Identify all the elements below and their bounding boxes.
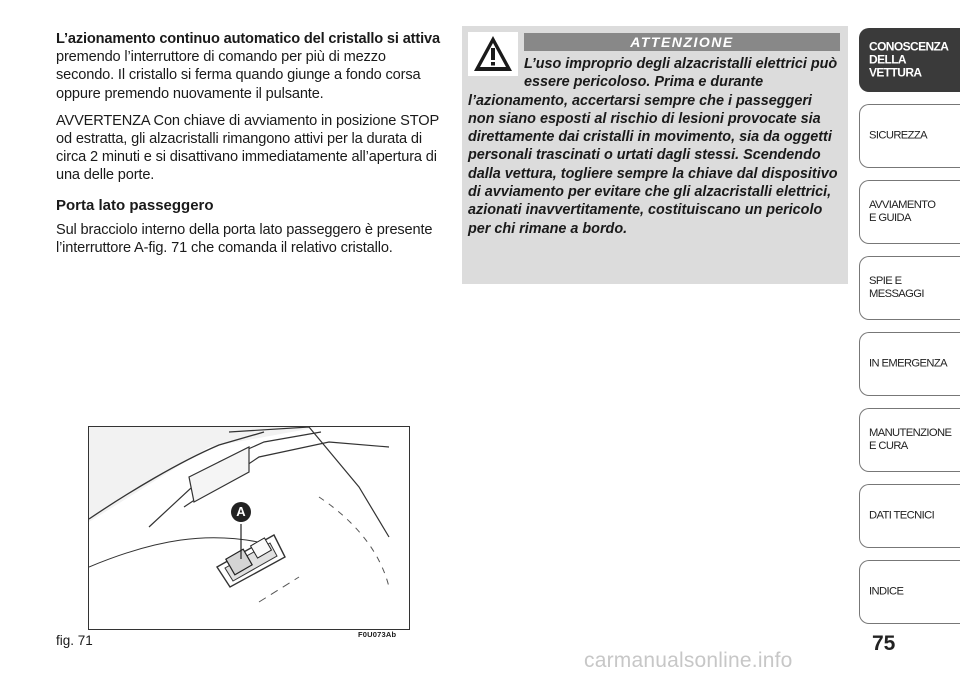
tab-label: IN EMERGENZA <box>869 357 947 370</box>
tab-label: MANUTENZIONE E CURA <box>869 427 952 452</box>
tab-label: SPIE E MESSAGGI <box>869 275 924 300</box>
page-number: 75 <box>872 632 896 655</box>
tab-in-emergenza[interactable] <box>859 332 960 396</box>
tab-spie-e-messaggi[interactable] <box>859 256 960 320</box>
paragraph-warning-note: AVVERTENZA Con chiave di avviamento in posizione STOP od estratta, gli alzacristalli rimangono attivi per la durata di circa 2 minuti e si disattivano immediatamente all’apertura di una delle porte. <box>56 112 439 184</box>
paragraph-rest: premendo l’interruttore di comando per più di mezzo secondo. Il cristallo si ferma quando giunge a fondo corsa oppure premendo nuovamente il pulsante. <box>56 49 421 102</box>
tab-indice[interactable] <box>859 560 960 624</box>
tab-avviamento-e-guida[interactable] <box>859 180 960 244</box>
door-armrest-illustration <box>89 427 409 629</box>
watermark: carmanualsonline.info <box>584 649 793 672</box>
chapter-tabs <box>859 28 960 636</box>
marker-a: A <box>236 504 246 519</box>
section-heading: Porta lato passeggero <box>56 196 214 214</box>
tab-label: AVVIAMENTO E GUIDA <box>869 199 936 224</box>
warning-box <box>462 26 848 284</box>
main-text-column <box>56 30 440 266</box>
paragraph-auto-window <box>56 30 440 103</box>
warning-text-block <box>468 55 842 238</box>
paragraph-passenger-door: Sul bracciolo interno della porta lato passeggero è presente l’interruttore A-fig. 71 che comanda il relativo cristallo. <box>56 221 433 256</box>
tab-label: INDICE <box>869 585 904 598</box>
tab-manutenzione-e-cura[interactable] <box>859 408 960 472</box>
figure-code: F0U073Ab <box>358 630 397 639</box>
tab-label: SICUREZZA <box>869 129 927 142</box>
tab-label: DATI TECNICI <box>869 509 935 522</box>
paragraph-bold-lead: L’azionamento continuo automatico del cristallo si attiva <box>56 31 440 47</box>
tab-conoscenza-della-vettura[interactable] <box>859 28 960 92</box>
tab-label: CONOSCENZA DELLA VETTURA <box>869 39 949 80</box>
warning-text: L’uso improprio degli alzacristalli elettrici può essere pericoloso. Prima e durante l’azionamento, accertarsi sempre che i passeggeri non siano esposti al rischio di lesioni provocate sia direttamente dai cristalli in movimento, sia da oggetti personali trascinati o urtati dagli stessi. Scendendo dalla vettura, togliere sempre la chiave dal dispositivo di avviamento per evitare che gli alzacristalli elettrici, azionati inavvertitamente, costituiscano un pericolo per chi rimane a bordo. <box>468 56 838 237</box>
tab-sicurezza[interactable] <box>859 104 960 168</box>
figure-door-armrest <box>88 426 410 630</box>
figure-caption: fig. 71 <box>56 633 93 648</box>
tab-dati-tecnici[interactable] <box>859 484 960 548</box>
warning-title: ATTENZIONE <box>524 33 840 51</box>
